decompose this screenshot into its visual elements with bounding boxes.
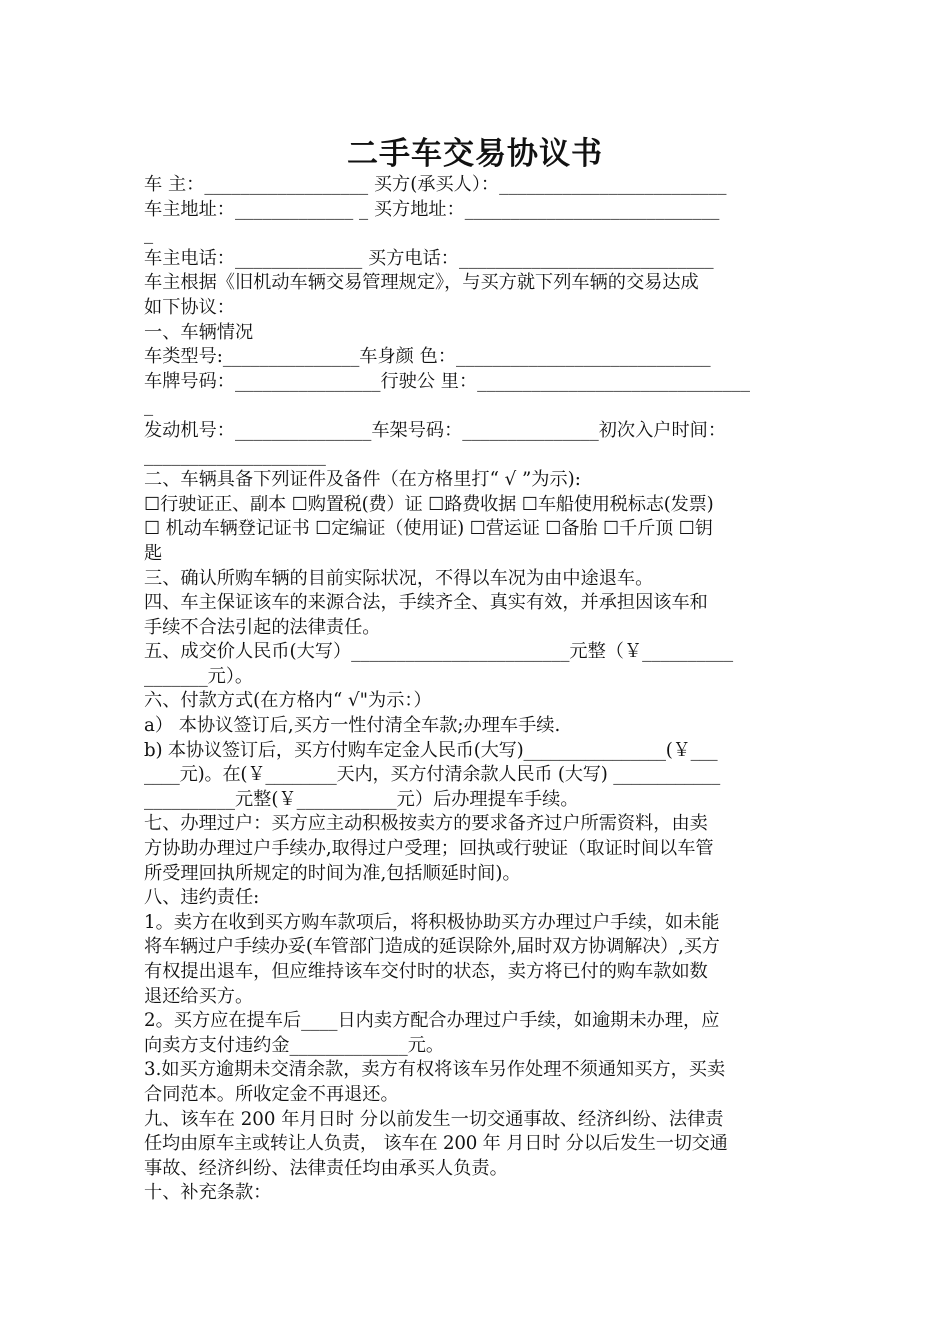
payment-option-b-1: b) 本协议签订后，买方付购车定金人民币(大写)________________(￥___ — [144, 739, 718, 761]
checkbox-line-3: 匙 — [144, 542, 163, 564]
document-body — [144, 173, 812, 1206]
breach-item-2b: 向卖方支付违约金_____________元。 — [144, 1034, 445, 1056]
text-line-underscore: _ — [144, 395, 154, 417]
document-title: 二手车交易协议书 — [347, 136, 603, 172]
section-clause-5a: 五、成交价人民币(大写）________________________元整（￥__________ — [144, 641, 734, 663]
text-line-owner-buyer: 车 主：__________________ 买方(承买人）：_________________________ — [144, 174, 727, 195]
text-line-model-color: 车类型号:_______________车身颜 色：____________________________ — [144, 346, 711, 368]
text-line-registration-blank: ____________________ — [144, 444, 326, 466]
section-heading-documents: 二、车辆具备下列证件及备件（在方格里打“ √ ”为示): — [144, 469, 581, 491]
text-line-phones: 车主电话：______________ 买方电话：____________________________ — [144, 247, 714, 269]
breach-item-1d: 退还给买方。 — [144, 985, 254, 1007]
text-line-intro-1: 车主根据《旧机动车辆交易管理规定》，与买方就下列车辆的交易达成 — [144, 272, 699, 294]
checkbox-line-2: ☐ 机动车辆登记证书 ☐定编证（使用证) ☐营运证 ☐备胎 ☐千斤顶 ☐钥 — [144, 518, 713, 540]
section-clause-5b: _______元）。 — [144, 665, 254, 687]
section-clause-4b: 手续不合法引起的法律责任。 — [144, 616, 381, 638]
payment-option-b-2: ____元)。在(￥________天内，买方付清余款人民币 (大写) ____________ — [144, 764, 720, 786]
section-clause-4a: 四、车主保证该车的来源合法，手续齐全、真实有效，并承担因该车和 — [144, 592, 708, 614]
text-line-underscore: _ — [144, 223, 154, 245]
breach-item-3b: 合同范本。所收定金不再退还。 — [144, 1083, 399, 1105]
section-heading-supplementary: 十、补充条款： — [144, 1182, 272, 1204]
section-heading-vehicle: 一、车辆情况 — [144, 321, 254, 343]
breach-item-3a: 3.如买方逾期未交清余款，卖方有权将该车另作处理不须通知买方，买卖 — [144, 1059, 726, 1081]
section-heading-payment: 六、付款方式(在方格内“ √"为示：） — [144, 690, 432, 712]
breach-item-1a: 1。卖方在收到买方购车款项后，将积极协助买方办理过户手续，如未能 — [144, 911, 720, 933]
section-clause-7a: 七、办理过户：买方应主动积极按卖方的要求备齐过户所需资料，由卖 — [144, 813, 708, 835]
section-clause-7c: 所受理回执所规定的时间为准,包括顺延时间)。 — [144, 862, 521, 884]
section-heading-breach: 八、违约责任: — [144, 887, 260, 909]
payment-option-a: a） 本协议签订后,买方一性付清全车款;办理车手续. — [144, 715, 561, 737]
breach-item-1b: 将车辆过户手续办妥(车管部门造成的延误除外,届时双方协调解决）,买方 — [144, 936, 720, 958]
section-clause-9b: 任均由原车主或转让人负责， 该车在 200 年 月日时 分以后发生一切交通 — [144, 1133, 728, 1155]
section-clause-7b: 方协助办理过户手续办,取得过户受理；回执或行驶证（取证时间以车管 — [144, 838, 714, 860]
text-line-engine-frame: 发动机号：_______________车架号码：_______________初次入户时间： — [144, 419, 727, 441]
text-line-addresses: 车主地址：_____________ _ 买方地址：____________________________ — [144, 198, 720, 220]
payment-option-b-3: __________元整(￥___________元）后办理提车手续。 — [144, 788, 579, 810]
breach-item-2a: 2。买方应在提车后____日内卖方配合办理过户手续，如逾期未办理，应 — [144, 1010, 720, 1032]
section-clause-9a: 九、该车在 200 年月日时 分以前发生一切交通事故、经济纠纷、法律责 — [144, 1108, 724, 1130]
breach-item-1c: 有权提出退车，但应维持该车交付时的状态，卖方将已付的购车款如数 — [144, 961, 708, 982]
section-clause-3: 三、确认所购车辆的目前实际状况，不得以车况为由中途退车。 — [144, 567, 654, 589]
section-clause-9c: 事故、经济纠纷、法律责任均由承买人负责。 — [144, 1157, 508, 1179]
text-line-intro-2: 如下协议： — [144, 296, 235, 318]
checkbox-line-1: ☐行驶证正、副本 ☐购置税(费）证 ☐路费收据 ☐车船使用税标志(发票) — [144, 493, 714, 515]
text-line-plate-mileage: 车牌号码：________________行驶公 里：______________________________ — [144, 370, 750, 392]
